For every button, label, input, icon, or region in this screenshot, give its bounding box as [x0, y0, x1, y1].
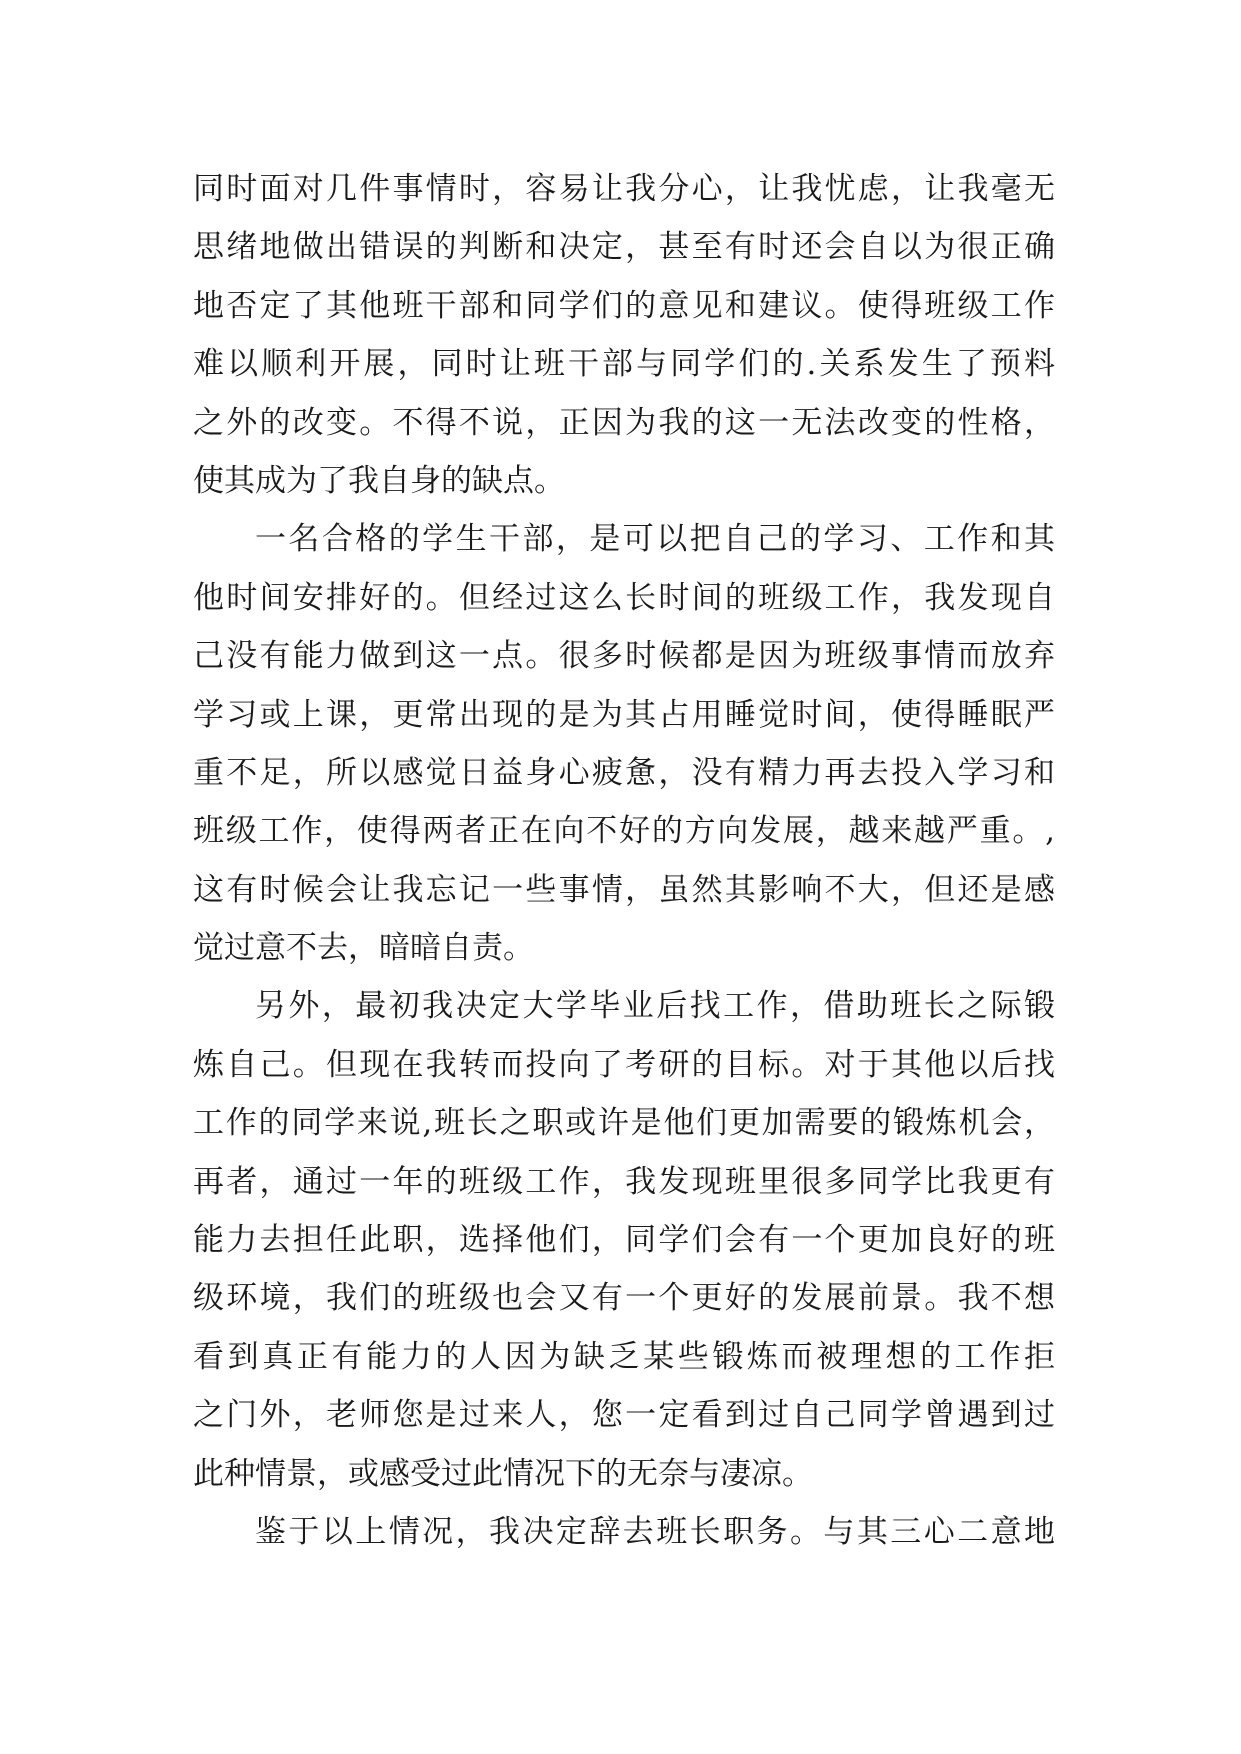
text-line: 同时面对几件事情时，容易让我分心，让我忧虑，让我毫无: [193, 171, 1055, 207]
text-line: 能力去担任此职，选择他们，同学们会有一个更加良好的班: [193, 1222, 1055, 1259]
text-line: 学习或上课，更常出现的是为其占用睡觉时间，使得睡眠严: [193, 696, 1055, 733]
paragraph-first-line: 鉴于以上情况，我决定辞去班长职务。与其三心二意地: [255, 1513, 1055, 1550]
text-line: 地否定了其他班干部和同学们的意见和建议。使得班级工作: [193, 287, 1055, 324]
text-line: 级环境，我们的班级也会又有一个更好的发展前景。我不想: [193, 1280, 1055, 1317]
text-line: 之门外，老师您是过来人，您一定看到过自己同学曾遇到过: [193, 1397, 1055, 1434]
text-line: 难以顺利开展，同时让班干部与同学们的.关系发生了预料: [193, 346, 1055, 383]
text-line: 炼自己。但现在我转而投向了考研的目标。对于其他以后找: [193, 1046, 1055, 1083]
text-line: 己没有能力做到这一点。很多时候都是因为班级事情而放弃: [193, 638, 1055, 675]
text-line: 使其成为了我自身的缺点。: [193, 462, 565, 499]
text-line: 此种情景，或感受过此情况下的无奈与凄凉。: [193, 1455, 813, 1492]
text-line: 这有时候会让我忘记一些事情，虽然其影响不大，但还是感: [193, 871, 1055, 908]
text-line: 思绪地做出错误的判断和决定，甚至有时还会自以为很正确: [193, 229, 1055, 266]
text-line: 重不足，所以感觉日益身心疲惫，没有精力再去投入学习和: [193, 754, 1055, 791]
text-line: 看到真正有能力的人因为缺乏某些锻炼而被理想的工作拒: [193, 1338, 1055, 1375]
text-line: 再者，通过一年的班级工作，我发现班里很多同学比我更有: [193, 1163, 1055, 1200]
text-line: 班级工作，使得两者正在向不好的方向发展，越来越严重。,: [193, 813, 1055, 850]
text-line: 之外的改变。不得不说，正因为我的这一无法改变的性格，: [193, 404, 1055, 441]
text-line: 他时间安排好的。但经过这么长时间的班级工作，我发现自: [193, 579, 1055, 616]
paragraph-first-line: 一名合格的学生干部，是可以把自己的学习、工作和其: [255, 521, 1055, 558]
text-line: 觉过意不去，暗暗自责。: [193, 930, 534, 967]
body-text: [193, 160, 1055, 1561]
text-line: 工作的同学来说,班长之职或许是他们更加需要的锻炼机会，: [193, 1105, 1055, 1142]
paragraph-first-line: 另外，最初我决定大学毕业后找工作，借助班长之际锻: [255, 988, 1055, 1025]
